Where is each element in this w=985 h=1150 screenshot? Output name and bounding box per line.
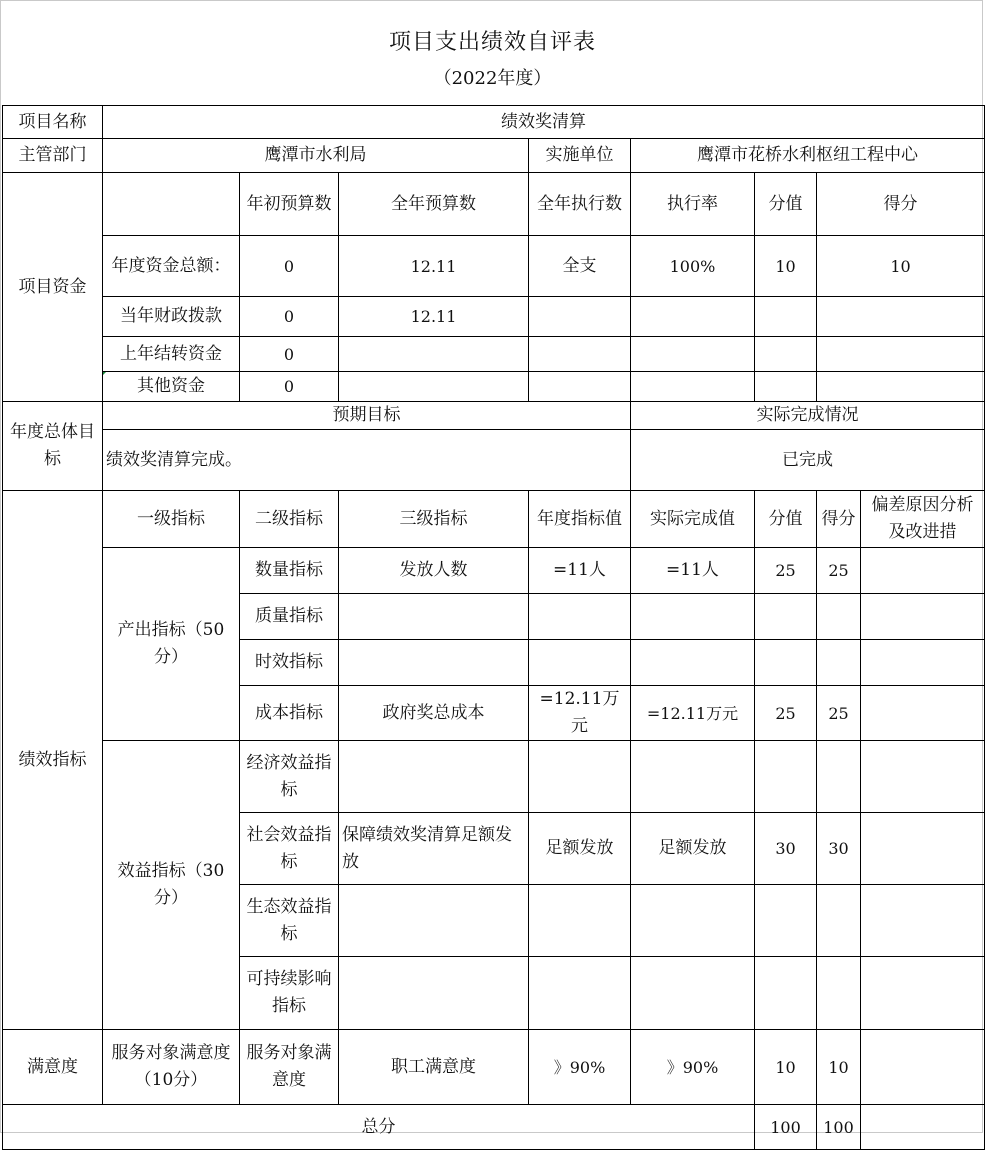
funds-row-score (817, 372, 985, 402)
funds-row-initial: 0 (240, 372, 339, 402)
perf-level2: 社会效益指标 (240, 813, 339, 885)
perf-header-target: 年度指标值 (529, 491, 631, 548)
funds-header-score: 得分 (817, 173, 985, 236)
funds-row-score (817, 297, 985, 337)
cell-comment-marker (103, 372, 109, 379)
perf-level3 (339, 885, 529, 957)
funds-row-executed: 全支 (529, 236, 631, 297)
perf-header-level3: 三级指标 (339, 491, 529, 548)
perf-score: 30 (817, 813, 861, 885)
funds-row-score: 10 (817, 236, 985, 297)
funds-header-executed: 全年执行数 (529, 173, 631, 236)
perf-target (529, 885, 631, 957)
perf-score (817, 885, 861, 957)
total-note (861, 1105, 985, 1150)
funds-row-rate: 100% (631, 236, 755, 297)
total-score: 100 (817, 1105, 861, 1150)
perf-target: =12.11万元 (529, 686, 631, 741)
perf-benefit-label: 效益指标（30分） (103, 741, 240, 1030)
perf-actual: 足额发放 (631, 813, 755, 885)
satisfaction-level3: 职工满意度 (339, 1030, 529, 1105)
perf-header-score: 得分 (817, 491, 861, 548)
funds-row-initial: 0 (240, 297, 339, 337)
perf-output-label: 产出指标（50分） (103, 548, 240, 741)
perf-level3 (339, 957, 529, 1030)
goals-expected-value: 绩效奖清算完成。 (103, 430, 631, 491)
perf-value: 25 (755, 548, 817, 594)
funds-row-value (755, 297, 817, 337)
perf-note (861, 741, 985, 813)
funds-header-annual: 全年预算数 (339, 173, 529, 236)
funds-row-label: 上年结转资金 (103, 337, 240, 372)
perf-value: 25 (755, 686, 817, 741)
form-title: 项目支出绩效自评表 (388, 30, 596, 55)
funds-row-executed (529, 297, 631, 337)
perf-header-actual: 实际完成值 (631, 491, 755, 548)
perf-level2: 时效指标 (240, 640, 339, 686)
funds-row-rate (631, 297, 755, 337)
perf-target (529, 594, 631, 640)
funds-header-blank (103, 173, 240, 236)
funds-row-annual (339, 337, 529, 372)
satisfaction-score: 10 (817, 1030, 861, 1105)
funds-row-value: 10 (755, 236, 817, 297)
satisfaction-target: 》90% (529, 1030, 631, 1105)
perf-level2: 质量指标 (240, 594, 339, 640)
perf-value (755, 640, 817, 686)
funds-row-rate (631, 372, 755, 402)
perf-level3 (339, 640, 529, 686)
perf-score (817, 741, 861, 813)
perf-note (861, 686, 985, 741)
perf-actual (631, 594, 755, 640)
perf-target (529, 741, 631, 813)
perf-level2: 可持续影响指标 (240, 957, 339, 1030)
satisfaction-level2: 服务对象满意度 (240, 1030, 339, 1105)
perf-target (529, 640, 631, 686)
funds-row-annual: 12.11 (339, 236, 529, 297)
perf-score: 25 (817, 548, 861, 594)
total-label: 总分 (3, 1105, 755, 1150)
form-subtitle: （2022年度） (433, 68, 552, 89)
perf-target (529, 957, 631, 1030)
funds-row-label: 当年财政拨款 (103, 297, 240, 337)
perf-header-note: 偏差原因分析及改进措 (861, 491, 985, 548)
perf-score (817, 640, 861, 686)
funds-row-executed (529, 372, 631, 402)
funds-row-initial: 0 (240, 337, 339, 372)
satisfaction-level1: 服务对象满意度（10分） (103, 1030, 240, 1105)
perf-value: 30 (755, 813, 817, 885)
funds-header-initial: 年初预算数 (240, 173, 339, 236)
funds-row-rate (631, 337, 755, 372)
perf-value (755, 957, 817, 1030)
impl-value: 鹰潭市花桥水利枢纽工程中心 (631, 139, 985, 173)
perf-level2: 数量指标 (240, 548, 339, 594)
perf-score (817, 957, 861, 1030)
perf-note (861, 957, 985, 1030)
funds-header-rate: 执行率 (631, 173, 755, 236)
funds-row-label: 其他资金 (103, 372, 240, 402)
funds-header-value: 分值 (755, 173, 817, 236)
goals-actual-value: 已完成 (631, 430, 985, 491)
perf-note (861, 640, 985, 686)
perf-note (861, 813, 985, 885)
perf-target: 足额发放 (529, 813, 631, 885)
funds-row-label: 年度资金总额： (103, 236, 240, 297)
project-name-value: 绩效奖清算 (103, 106, 985, 139)
perf-actual (631, 957, 755, 1030)
perf-level3: 发放人数 (339, 548, 529, 594)
perf-actual: =11人 (631, 548, 755, 594)
perf-note (861, 594, 985, 640)
funds-row-value (755, 372, 817, 402)
goals-actual-header: 实际完成情况 (631, 402, 985, 430)
performance-table (2, 105, 985, 1150)
satisfaction-value: 10 (755, 1030, 817, 1105)
perf-actual: =12.11万元 (631, 686, 755, 741)
perf-score (817, 594, 861, 640)
impl-label: 实施单位 (529, 139, 631, 173)
funds-row-value (755, 337, 817, 372)
perf-actual (631, 640, 755, 686)
perf-level3: 保障绩效奖清算足额发放 (339, 813, 529, 885)
perf-level2: 生态效益指标 (240, 885, 339, 957)
funds-row-initial: 0 (240, 236, 339, 297)
dept-value: 鹰潭市水利局 (103, 139, 529, 173)
total-value: 100 (755, 1105, 817, 1150)
goals-expected-header: 预期目标 (103, 402, 631, 430)
perf-level3 (339, 741, 529, 813)
perf-target: =11人 (529, 548, 631, 594)
project-name-label: 项目名称 (3, 106, 103, 139)
funds-row-score (817, 337, 985, 372)
perf-value (755, 885, 817, 957)
perf-level2: 成本指标 (240, 686, 339, 741)
perf-level3: 政府奖总成本 (339, 686, 529, 741)
perf-value (755, 741, 817, 813)
perf-header-level2: 二级指标 (240, 491, 339, 548)
funds-row-annual: 12.11 (339, 297, 529, 337)
funds-row-annual (339, 372, 529, 402)
perf-label: 绩效指标 (3, 491, 103, 1030)
satisfaction-label: 满意度 (3, 1030, 103, 1105)
satisfaction-note (861, 1030, 985, 1105)
perf-level3 (339, 594, 529, 640)
goals-label: 年度总体目标 (3, 402, 103, 491)
perf-note (861, 885, 985, 957)
satisfaction-actual: 》90% (631, 1030, 755, 1105)
funds-row-executed (529, 337, 631, 372)
perf-header-value: 分值 (755, 491, 817, 548)
dept-label: 主管部门 (3, 139, 103, 173)
funds-label: 项目资金 (3, 173, 103, 402)
perf-header-level1: 一级指标 (103, 491, 240, 548)
perf-score: 25 (817, 686, 861, 741)
perf-level2: 经济效益指标 (240, 741, 339, 813)
perf-value (755, 594, 817, 640)
perf-note (861, 548, 985, 594)
perf-actual (631, 741, 755, 813)
perf-actual (631, 885, 755, 957)
